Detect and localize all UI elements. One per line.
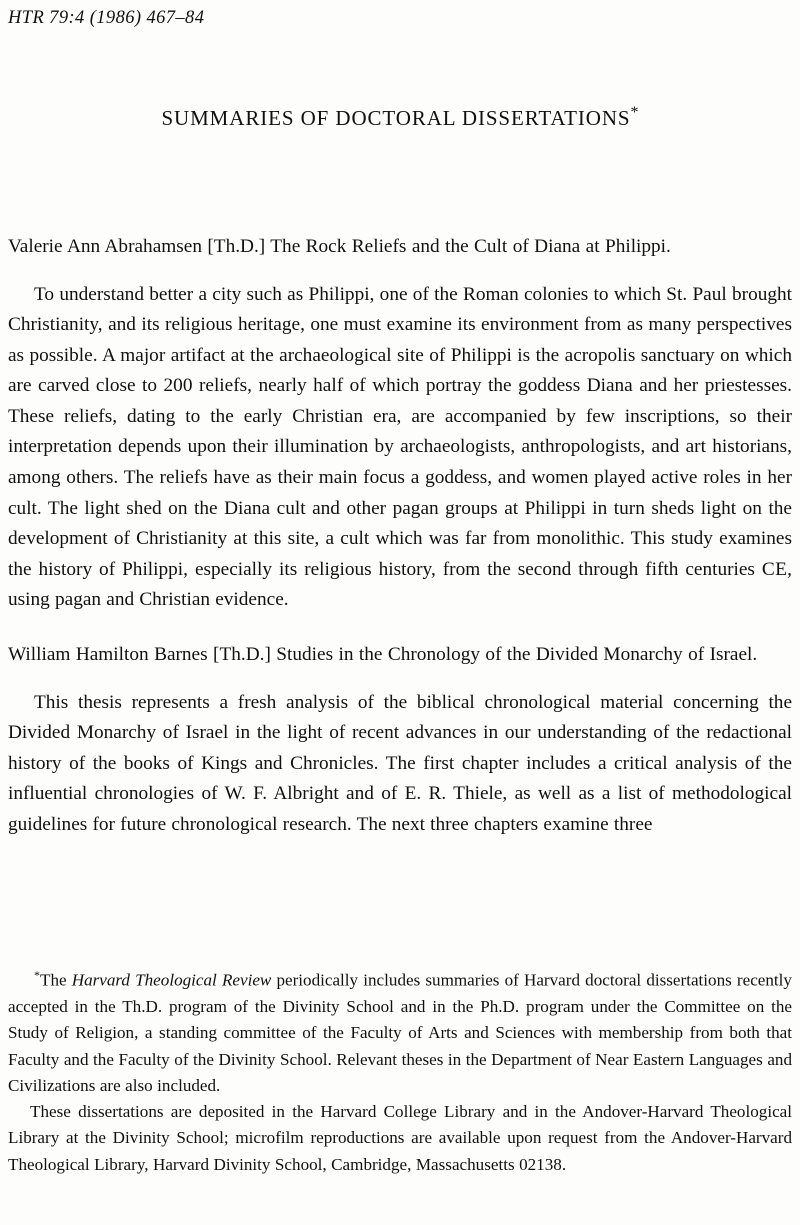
dissertation-heading-1: Valerie Ann Abrahamsen [Th.D.] The Rock Reliefs and the Cult of Diana at Philippi.	[8, 236, 671, 257]
era-small-caps: CE	[761, 558, 788, 580]
footnote-marker: *	[34, 968, 40, 982]
title-footnote-marker: *	[630, 104, 639, 121]
journal-title: Harvard Theological Review	[71, 970, 272, 990]
footnote-lead: The	[40, 970, 72, 990]
footnote-paragraph-2: These dissertations are deposited in the Harvard College Library and in the Andover-Harvard Theological Library at the Divinity School; microfilm reproductions are available upon request from the Andover-Harvard Theological Library, Harvard Divinity School, Cambridge, Massachusetts 02138.	[8, 1102, 792, 1174]
running-head: HTR 79:4 (1986) 467–84	[8, 8, 205, 28]
abstract-1-tail: , using pagan and Christian evidence.	[8, 558, 792, 611]
dissertation-abstract-2: This thesis represents a fresh analysis of the biblical chronological material concerning the Divided Monarchy of Israel in the light of recent advances in our understanding of the redactional history of the books of Kings and Chronicles. The first chapter includes a critical analysis of the influential chronologies of W. F. Albright and of E. R. Thiele, as well as a list of methodological guidelines for future chronological research. The next three chapters examine three	[8, 691, 792, 835]
page-title-text: SUMMARIES OF DOCTORAL DISSERTATIONS	[161, 106, 631, 130]
body-column	[8, 232, 792, 841]
dissertation-heading-2: William Hamilton Barnes [Th.D.] Studies in the Chronology of the Divided Monarchy of Israel.	[8, 644, 758, 666]
dissertation-abstract-1	[8, 280, 792, 617]
footnote-paragraph-1	[8, 962, 792, 1099]
page-title	[0, 104, 800, 131]
abstract-1-main: To understand better a city such as Philippi, one of the Roman colonies to which St. Paul brought Christianity, and its religious heritage, one must examine its environment from as many perspectives as possible. A major artifact at the archaeological site of Philippi is the acropolis sanctuary on which are carved close to 200 reliefs, nearly half of which portray the goddess Diana and her priestesses. These reliefs, dating to the early Christian era, are accompanied by few inscriptions, so their interpretation depends upon their illumination by archaeologists, anthropologists, and art historians, among others. The reliefs have as their main focus a goddess, and women played active roles in her cult. The light shed on the Diana cult and other pagan groups at Philippi in turn sheds light on the development of Christianity at this site, a cult which was far from monolithic. This study examines the history of Philippi, especially its religious history, from the second through fifth centuries	[8, 283, 792, 580]
footnote-block	[8, 962, 792, 1178]
footnote-rest: periodically includes summaries of Harvard doctoral dissertations recently accepted in the Th.D. program of the Divinity School and in the Ph.D. program under the Committee on the Study of Religion, a standing committee of the Faculty of Arts and Sciences with membership from both that Faculty and the Faculty of the Divinity School. Relevant theses in the Department of Near Eastern Languages and Civilizations are also included.	[8, 970, 792, 1095]
